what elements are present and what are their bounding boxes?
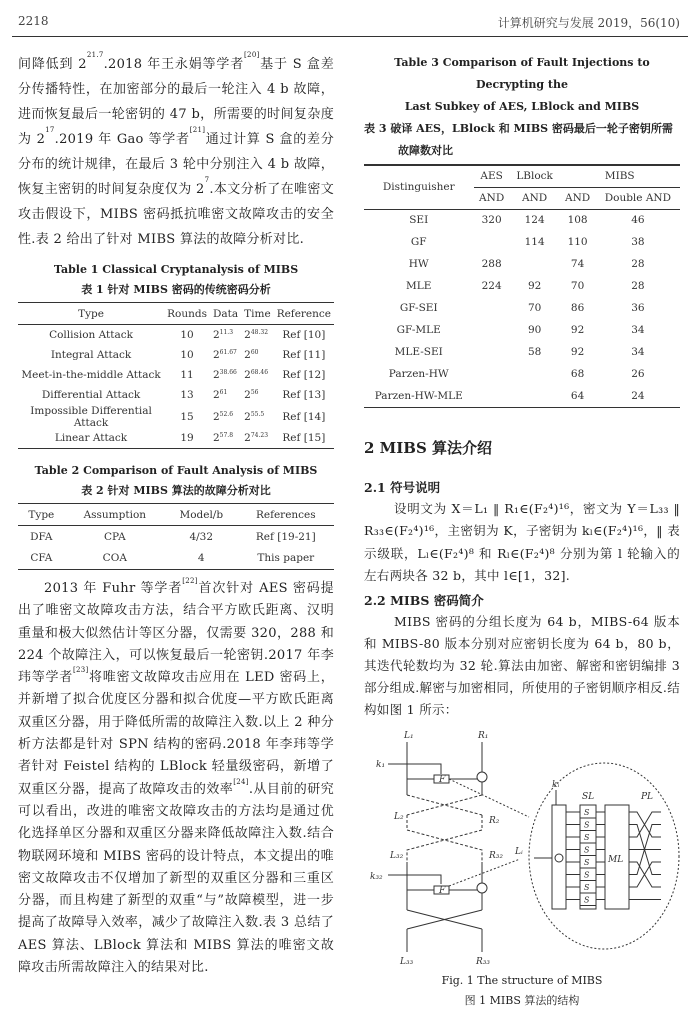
table-cell: 92 — [527, 280, 542, 292]
label-r2: R₂ — [489, 815, 500, 826]
table-cell: $2^{48.32}$ — [244, 328, 269, 341]
xor-icon — [477, 883, 487, 893]
label-l33: L₃₃ — [400, 956, 414, 967]
column-group-header: AES — [474, 165, 510, 187]
column-header: Data — [212, 307, 239, 320]
table-cell: Meet-in-the-middle Attack — [21, 368, 161, 381]
table-cell: Collision Attack — [49, 328, 134, 341]
sbox-label: S — [584, 895, 590, 904]
figure-mibs-structure — [364, 727, 680, 967]
table-cell — [474, 385, 510, 407]
page-number: 2218 — [18, 14, 49, 28]
table-row — [18, 526, 334, 548]
table-cell: $2^{61.67}$ — [212, 348, 237, 361]
table-cell: 224 — [481, 280, 502, 292]
column-header: Assumption — [83, 508, 147, 521]
table-cell: Ref [12] — [282, 368, 326, 381]
table-cell: Parzen-HW-MLE — [374, 389, 463, 402]
table-cell: 34 — [631, 324, 645, 336]
table-cell: 11 — [180, 368, 194, 381]
table-row — [364, 231, 680, 253]
table2-title-en: Table 2 Comparison of Fault Analysis of MIBS — [34, 464, 318, 477]
table-cell: Ref [14] — [282, 410, 326, 423]
table-cell: GF — [410, 236, 427, 248]
table1-title-zh: 表 1 针对 MIBS 密码的传统密码分析 — [81, 283, 271, 296]
table-row — [18, 385, 334, 405]
table-row — [18, 365, 334, 385]
column-header: References — [255, 508, 316, 521]
label-k1: k₁ — [376, 759, 386, 770]
section-2-heading: 2 MIBS 算法介绍 — [364, 438, 493, 457]
table-cell — [474, 341, 510, 363]
table-cell: 64 — [570, 389, 585, 402]
table3-title-en-1: Table 3 Comparison of Fault Injections to Decrypting the — [394, 56, 650, 91]
section-2-2-heading: 2.2 MIBS 密码简介 — [364, 592, 484, 608]
label-r32: R₃₂ — [489, 850, 503, 861]
table-cell: 68 — [570, 368, 585, 380]
table1-title-en: Table 1 Classical Cryptanalysis of MIBS — [53, 263, 299, 276]
text-run: 2013 年 Fuhr 等学者 — [44, 581, 183, 596]
table-cell: SEI — [409, 214, 429, 227]
table-cell: MLE-SEI — [394, 346, 443, 358]
table-cell: 70 — [527, 302, 542, 314]
table-cell: 108 — [567, 214, 588, 227]
sbox-label: S — [584, 857, 590, 867]
table3-title-en-2: Last Subkey of AES, LBlock and MIBS — [404, 100, 640, 113]
table-cell: Ref [11] — [282, 348, 326, 361]
table-cell: GF-MLE — [396, 324, 441, 336]
table-row — [364, 319, 680, 341]
table-row — [364, 275, 680, 297]
column-group-header: LBlock — [510, 165, 560, 187]
table-cell — [510, 363, 560, 385]
table-cell: 24 — [631, 389, 645, 402]
sbox-label: S — [584, 845, 590, 854]
sbox-label: S — [584, 882, 590, 892]
table-row — [18, 405, 334, 429]
text-run: .2018 年王永娟等学者 — [103, 57, 245, 72]
label-ml: ML — [608, 854, 624, 865]
table-cell — [474, 231, 510, 253]
citation-superscript: 21.7 — [86, 51, 104, 59]
table-cell: $2^{68.46}$ — [244, 368, 269, 381]
table-cell: $2^{11.3}$ — [212, 328, 234, 341]
column-header: Time — [244, 307, 271, 320]
sbox-label: S — [584, 807, 590, 817]
table-cell: 4/32 — [189, 530, 214, 543]
table-cell: 92 — [570, 324, 585, 336]
table-cell: 28 — [631, 258, 645, 270]
journal-header: 计算机研究与发展 2019，56(10) — [497, 16, 680, 30]
text-run: .2019 年 Gao 等学者 — [54, 132, 190, 147]
table-cell: 114 — [524, 236, 545, 248]
exponent: 48.32 — [250, 328, 269, 336]
table-cell: 90 — [527, 324, 542, 336]
table-row — [18, 429, 334, 449]
exponent: 52.6 — [219, 410, 234, 418]
figure-caption-en: Fig. 1 The structure of MIBS — [441, 973, 603, 987]
citation-superscript: [21] — [189, 126, 206, 134]
citation-superscript: [20] — [244, 51, 260, 59]
column-header: Model/b — [179, 508, 224, 521]
citation-superscript: [22] — [182, 577, 198, 585]
table-cell: 28 — [631, 280, 645, 292]
citation-superscript: [24] — [233, 777, 249, 786]
table-cell: Impossible Differential Attack — [30, 404, 152, 429]
table-cell: CFA — [30, 552, 53, 565]
text-run: .从目前的研究可以看出，改进的唯密文故障攻击的方法均是通过优化选择单区分器和双重区分器来降低故障注入数.结合物联网环境和 MIBS 密码的设计特点，本文提出的唯密文故障攻击不仅增加了新型的双重区分器和三重区分器，而且构建了新型的双重“与”故障模型，进一步提高了故障导入效率，减少了故障注入数.表 3 总结了 AES 算法、LBlock 算法和 MIBS 算法的唯密文故障攻击所需故障注入的结果对比. — [18, 781, 334, 976]
table-cell: 74 — [570, 258, 585, 270]
table-cell: 320 — [481, 214, 502, 227]
table-cell: 26 — [631, 368, 645, 380]
table-cell: COA — [102, 552, 127, 565]
table-cell: 86 — [570, 302, 585, 314]
column-subheader: AND — [479, 192, 505, 204]
sbox-label: S — [584, 832, 590, 842]
exponent: 57.8 — [219, 432, 234, 440]
table2-title-zh: 表 2 针对 MIBS 算法的故障分析对比 — [81, 484, 271, 497]
table-cell: Ref [10] — [282, 328, 326, 341]
xor-icon — [477, 772, 487, 782]
label-f32: F — [439, 885, 446, 896]
label-r1: R₁ — [478, 730, 489, 741]
table-cell: $2^{38.66}$ — [212, 368, 237, 381]
table-cell: 70 — [570, 280, 585, 292]
paragraph-related-work — [18, 578, 334, 979]
exponent: 61.67 — [219, 348, 237, 356]
exponent: 56 — [250, 388, 259, 396]
citation-superscript: 17 — [45, 126, 55, 134]
table-cell: $2^{56}$ — [244, 388, 259, 401]
table-cell: 15 — [180, 410, 194, 423]
table-cell: MLE — [406, 280, 432, 292]
label-k32: k₃₂ — [370, 871, 383, 882]
table-row — [364, 385, 680, 407]
label-r33: R₃₃ — [476, 956, 490, 967]
label-l1: L₁ — [404, 730, 414, 741]
exponent: 68.46 — [250, 368, 269, 376]
text-run: 间降低到 2 — [18, 57, 87, 72]
paragraph-mibs-intro: MIBS 密码的分组长度为 64 b，MIBS-64 版本和 MIBS-80 版本分别对应密钥长度为 64 b，80 b，其迭代轮数均为 32 轮.算法由加密、解密和密钥编排 3 部分组成.解密与加密相同，所使用的子密钥顺序相反.结构如图 1 所示： — [364, 613, 680, 717]
table-cell: GF-SEI — [399, 302, 438, 314]
table-cell: 92 — [570, 346, 585, 358]
column-header: Rounds — [167, 307, 207, 320]
table3 — [364, 164, 680, 408]
column-header: Type — [28, 508, 55, 521]
table-cell: 19 — [180, 432, 194, 445]
header-rule — [12, 36, 688, 37]
figure-caption-zh: 图 1 MIBS 算法的结构 — [464, 993, 580, 1007]
text-run: 首次针对 AES 密码提出了唯密文故障攻击方法，结合平方欧氏距离、汉明重量和极大似然估计等区分器，仅需要 320，288 和 224 个故障注入，可以恢复最后一轮密钥.2017 年李玮等学者 — [18, 581, 334, 686]
column-header-distinguisher: Distinguisher — [364, 165, 474, 209]
text-run: 基于 S 盒差分传播特性，在加密部分的最后一轮注入 4 b 故障，进而恢复最后一轮密钥的 47 b，所需要的时间复杂度为 2 — [18, 57, 334, 147]
citation-superscript: 7 — [204, 176, 210, 184]
table-cell: Ref [15] — [282, 432, 326, 445]
table-cell: Ref [19-21] — [255, 530, 316, 543]
table-cell — [474, 297, 510, 319]
table-cell: 10 — [180, 348, 194, 361]
table-row — [364, 209, 680, 231]
exponent: 74.23 — [250, 432, 269, 440]
column-subheader: AND — [522, 192, 548, 204]
table-cell: This paper — [257, 552, 315, 565]
table-row — [364, 297, 680, 319]
table-cell: Parzen-HW — [388, 368, 449, 380]
table2 — [18, 503, 334, 570]
label-l2: L₂ — [394, 811, 404, 822]
table-cell: 46 — [631, 214, 645, 227]
paragraph-intro — [18, 52, 334, 252]
right-column — [364, 52, 680, 1011]
citation-superscript: [23] — [73, 666, 89, 675]
table3-title-zh-1: 表 3 破译 AES，LBlock 和 MIBS 密码最后一轮子密钥所需 — [364, 122, 673, 135]
exponent: 11.3 — [219, 328, 234, 336]
text-run: 将唯密文故障攻击应用在 LED 密码上，并新增了拟合优度区分器和拟合优度—平方欧氏距离双重区分器，用于降低所需的故障注入数.以上 2 种分析方法都是针对 SPN 结构的密码.2018 年李玮等学者针对 Feistel 结构的 LBlock 轻量级密码，新增了双重区分器，提高了故障攻击的效率 — [18, 670, 335, 797]
paragraph-notation: 设明文为 X＝L₁ ‖ R₁∈(F₂⁴)¹⁶，密文为 Y＝L₃₃ ‖ R₃₃∈(F₂⁴)¹⁶，主密钥为 K，子密钥为 kₗ∈(F₂⁴)¹⁶，‖ 表示级联，Lₗ∈(F₂⁴)⁸ 和 Rₗ∈(F₂⁴)⁸ 分别为第 l 轮输入的左右两块各 32 b，其中 l∈[1，32]. — [364, 500, 680, 583]
table-row — [18, 345, 334, 365]
table-cell: Differential Attack — [41, 388, 141, 401]
table-cell: 4 — [197, 552, 205, 565]
column-header: Type — [78, 307, 104, 320]
table-cell: 34 — [631, 346, 645, 358]
table-cell: 288 — [481, 258, 502, 270]
label-f1: F — [439, 774, 446, 785]
table-cell: DFA — [30, 530, 53, 543]
table-row — [364, 253, 680, 275]
table-cell: 58 — [527, 346, 542, 358]
table-cell: Integral Attack — [50, 348, 132, 361]
table-cell: $2^{55.5}$ — [244, 410, 265, 423]
sbox-label: S — [584, 870, 590, 879]
table-cell: 10 — [180, 328, 194, 341]
table-row — [18, 548, 334, 570]
table-cell: Linear Attack — [54, 432, 128, 445]
text-run: .本文分析了在唯密文攻击假设下，MIBS 密码抵抗唯密文故障攻击的安全性.表 2 给出了针对 MIBS 算法的故障分析对比. — [18, 182, 335, 247]
table-cell: CPA — [103, 530, 126, 543]
table-cell — [474, 319, 510, 341]
label-pl: PL — [641, 791, 654, 802]
table-cell: 124 — [524, 214, 545, 227]
table-row — [364, 341, 680, 363]
column-subheader: Double AND — [604, 192, 672, 204]
column-subheader: AND — [564, 192, 591, 204]
label-ki: kᵢ — [552, 779, 560, 790]
label-l32: L₃₂ — [390, 850, 404, 861]
table-cell: $2^{74.23}$ — [244, 432, 269, 445]
text-run: 通过计算 S 盒的差分分布的统计规律，在最后 3 轮中分别注入 4 b 故障，恢复主密钥的时间复杂度仅为 2 — [18, 132, 334, 197]
table-cell: 13 — [180, 388, 194, 401]
table-cell — [474, 363, 510, 385]
section-2-1-heading: 2.1 符号说明 — [364, 479, 441, 495]
exponent: 55.5 — [250, 410, 265, 418]
table3-title-zh-2: 故障数对比 — [398, 144, 453, 157]
table-cell: 110 — [567, 236, 588, 248]
table-cell: $2^{57.8}$ — [212, 432, 234, 445]
table-row — [364, 363, 680, 385]
exponent: 60 — [250, 348, 259, 356]
table-cell: 36 — [631, 302, 645, 314]
left-column — [18, 52, 334, 979]
exponent: 61 — [219, 388, 228, 396]
exponent: 38.66 — [219, 368, 237, 376]
table-cell: $2^{52.6}$ — [212, 410, 234, 423]
table-cell — [510, 385, 560, 407]
column-header: Reference — [276, 307, 331, 320]
table-cell: 38 — [631, 236, 645, 248]
table-cell: $2^{60}$ — [244, 348, 259, 361]
table-cell: $2^{61}$ — [212, 388, 228, 401]
table-cell — [510, 253, 560, 275]
label-li: Lᵢ — [515, 846, 523, 857]
table-cell: HW — [408, 258, 429, 270]
table-row — [18, 325, 334, 345]
column-group-header: MIBS — [559, 165, 680, 187]
sbox-label: S — [584, 820, 590, 829]
table-cell: Ref [13] — [282, 388, 326, 401]
table1 — [18, 302, 334, 449]
label-sl: SL — [582, 791, 595, 802]
